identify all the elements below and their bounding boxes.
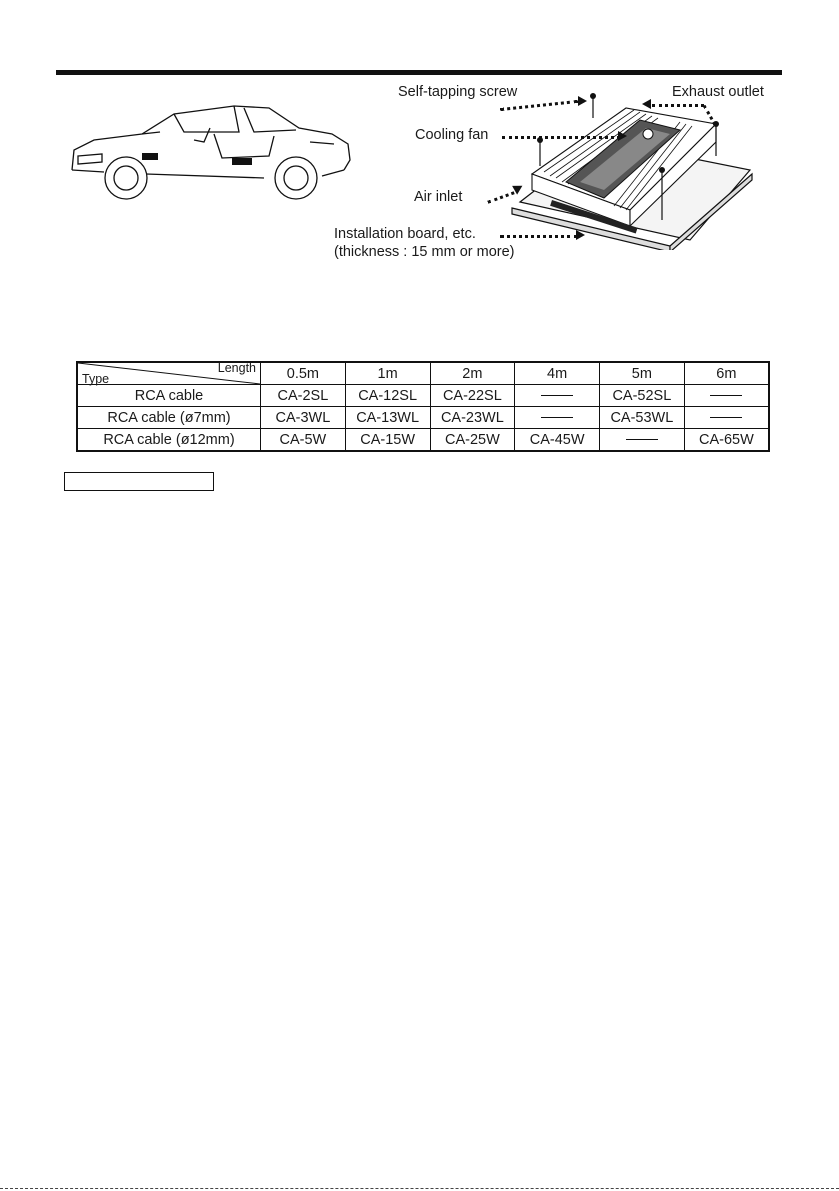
- label-exhaust-outlet: Exhaust outlet: [672, 84, 764, 100]
- label-installation-board: Installation board, etc.: [334, 226, 476, 242]
- corner-length-label: Length: [217, 361, 256, 375]
- table-cell-empty: [515, 407, 600, 429]
- column-header: 2m: [430, 362, 515, 385]
- column-header: 1m: [345, 362, 430, 385]
- table-cell: CA-15W: [345, 429, 430, 452]
- arrow-exhaust-outlet-left: [642, 99, 651, 109]
- table-cell: CA-65W: [684, 429, 769, 452]
- table-cell: CA-23WL: [430, 407, 515, 429]
- label-air-inlet: Air inlet: [414, 189, 463, 205]
- table-row: [77, 385, 769, 407]
- table-cell: CA-22SL: [430, 385, 515, 407]
- corner-cell: [77, 362, 261, 385]
- column-header: 6m: [684, 362, 769, 385]
- arrow-self-tapping-screw: [578, 96, 587, 106]
- table-cell: CA-52SL: [600, 385, 685, 407]
- bottom-rule: [0, 1188, 839, 1189]
- amplifier-illustration: [480, 90, 770, 250]
- table-cell: CA-13WL: [345, 407, 430, 429]
- table-cell: CA-25W: [430, 429, 515, 452]
- label-self-tapping-screw: Self-tapping screw: [398, 84, 518, 100]
- column-header: 0.5m: [261, 362, 346, 385]
- label-thickness-note: (thickness : 15 mm or more): [334, 244, 515, 260]
- leader-installation-board: [500, 235, 578, 238]
- cable-table: [76, 361, 770, 452]
- table-cell: CA-5W: [261, 429, 346, 452]
- table-cell: CA-45W: [515, 429, 600, 452]
- table-header-row: [77, 362, 769, 385]
- row-type: RCA cable: [77, 385, 261, 407]
- table-cell: CA-3WL: [261, 407, 346, 429]
- column-header: 5m: [600, 362, 685, 385]
- table-row: [77, 429, 769, 452]
- arrow-installation-board: [576, 230, 585, 240]
- table-cell: CA-12SL: [345, 385, 430, 407]
- table-cell: CA-2SL: [261, 385, 346, 407]
- label-cooling-fan: Cooling fan: [415, 127, 489, 143]
- car-illustration: [64, 98, 354, 218]
- table-cell-empty: [684, 407, 769, 429]
- top-rule: [56, 70, 782, 75]
- column-header: 4m: [515, 362, 600, 385]
- table-cell-empty: [684, 385, 769, 407]
- row-type: RCA cable (ø7mm): [77, 407, 261, 429]
- leader-exhaust-outlet: [652, 104, 704, 107]
- row-type: RCA cable (ø12mm): [77, 429, 261, 452]
- table-cell: CA-53WL: [600, 407, 685, 429]
- table-cell-empty: [515, 385, 600, 407]
- leader-cooling-fan: [502, 136, 620, 139]
- corner-type-label: Type: [82, 372, 110, 386]
- table-cell-empty: [600, 429, 685, 452]
- empty-label-box: [64, 472, 214, 491]
- table-row: [77, 407, 769, 429]
- arrow-cooling-fan: [618, 131, 627, 141]
